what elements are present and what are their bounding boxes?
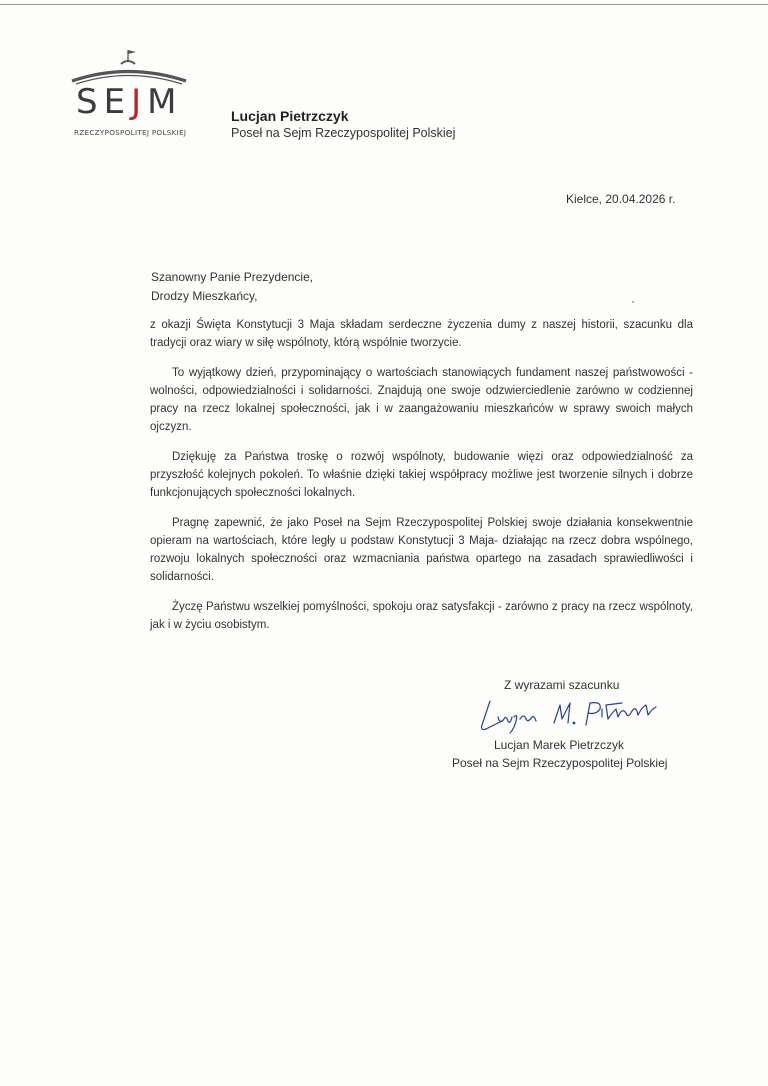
- salutation: [151, 268, 313, 306]
- paragraph-1: z okazji Święta Konstytucji 3 Maja składam serdeczne życzenia dumy z naszej historii, szacunku dla tradycji oraz wiary w siłę wspólnoty, którą wspólnie tworzycie.: [150, 319, 693, 349]
- paper-speck: [632, 301, 634, 303]
- signer-name: Lucjan Marek Pietrzczyk: [494, 738, 625, 752]
- sejm-logo: [66, 48, 206, 143]
- logo-letter-s: S: [76, 82, 104, 122]
- salutation-line-2: Drodzy Mieszkańcy,: [151, 289, 258, 303]
- closing: Z wyrazami szacunku: [504, 678, 620, 692]
- logo-letter-m: M: [147, 82, 183, 122]
- top-rule: [0, 4, 768, 5]
- paragraph-3: Dziękuję za Państwa troskę o rozwój wspólnoty, budowanie więzi oraz odpowiedzialność za przyszłość kolejnych pokoleń. To właśnie dzięki takiej współpracy możliwe jest tworzenie silnych i dobrze funkcjonujących społeczności lokalnych.: [150, 451, 693, 499]
- author-name: Lucjan Pietrzczyk: [231, 108, 349, 124]
- logo-letters: [76, 82, 194, 122]
- logo-letter-e: E: [103, 82, 132, 122]
- signer-title: Poseł na Sejm Rzeczypospolitej Polskiej: [452, 756, 668, 770]
- logo-letter-j: J: [131, 82, 148, 122]
- signature-drawing: [476, 695, 666, 735]
- author-title: Poseł na Sejm Rzeczypospolitej Polskiej: [231, 126, 456, 140]
- paragraph-2: To wyjątkowy dzień, przypominający o wartościach stanowiących fundament naszej państwowości - wolności, odpowiedzialności i solidarności. Znajdują one swoje odzwierciedlenie zarówno w codziennej pracy na rzecz lokalnej społeczności, jak i w zaangażowaniu mieszkańców w sprawy swoich małych ojczyzn.: [150, 367, 693, 433]
- letter-body: [150, 316, 693, 646]
- place-date: Kielce, 20.04.2026 r.: [566, 192, 676, 206]
- paragraph-4: Pragnę zapewnić, że jako Poseł na Sejm Rzeczypospolitej Polskiej swoje działania konsekwentnie opieram na wartościach, które legły u podstaw Konstytucji 3 Maja- działając na rzecz dobra wspólnego, rozwoju lokalnych społeczności oraz wzmacniania państwa opartego na zasadach sprawiedliwości i solidarności.: [150, 517, 693, 583]
- paragraph-5: Życzę Państwu wszelkiej pomyślności, spokoju oraz satysfakcji - zarówno z pracy na rzecz wspólnoty, jak i w życiu osobistym.: [150, 601, 693, 631]
- handwritten-signature: [476, 695, 666, 735]
- salutation-line-1: Szanowny Panie Prezydencie,: [151, 270, 314, 284]
- logo-caption: RZECZYPOSPOLITEJ POLSKIEJ: [74, 128, 187, 137]
